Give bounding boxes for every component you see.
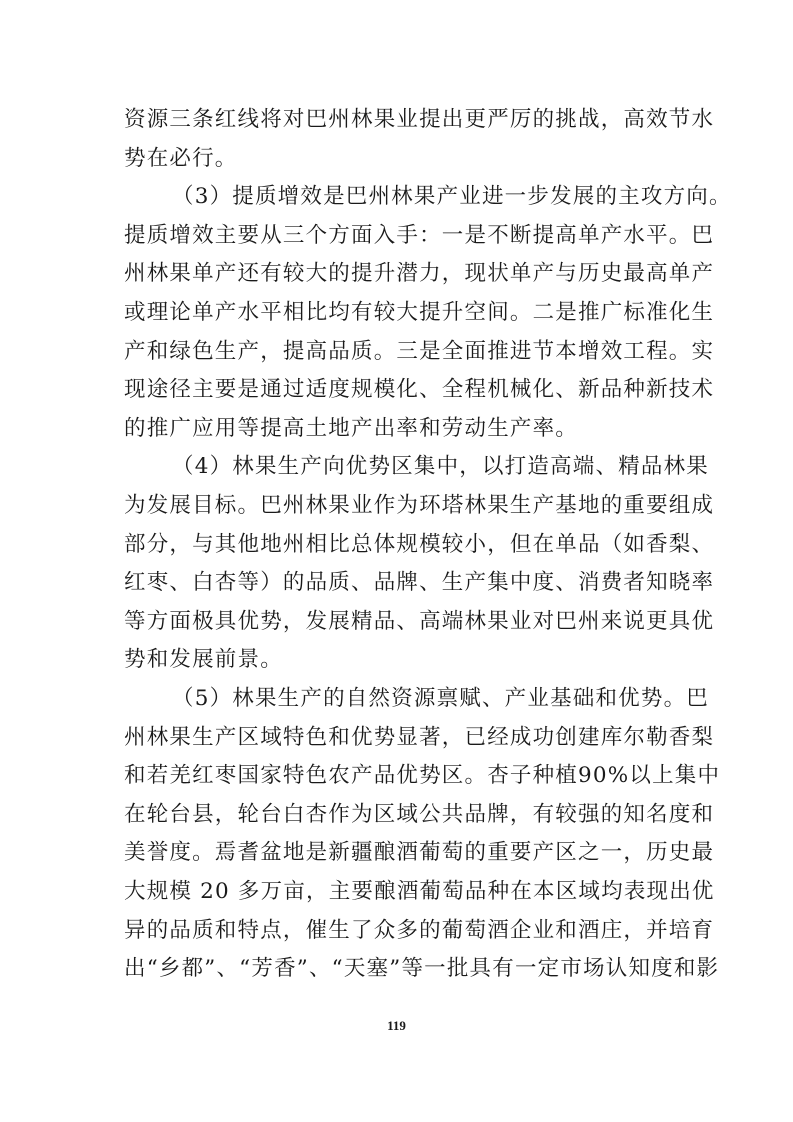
text-line: 红枣、白杏等）的品质、品牌、生产集中度、消费者知晓率 <box>124 570 715 596</box>
text-line: 和若羌红枣国家特色农产品优势区。杏子种植90%以上集中 <box>124 763 721 789</box>
paragraph-start-line: （4）林果生产向优势区集中，以打造高端、精品林果 <box>172 454 709 480</box>
text-line: 的推广应用等提高土地产出率和劳动生产率。 <box>124 415 579 441</box>
text-line: 势在必行。 <box>124 145 238 171</box>
text-line: 为发展目标。巴州林果业作为环塔林果生产基地的重要组成 <box>124 493 715 518</box>
text-line: 产和绿色生产，提高品质。三是全面推进节本增效工程。实 <box>124 338 715 364</box>
text-line: 出“乡都”、“芳香”、“天塞”等一批具有一定市场认知度和影 <box>124 956 720 982</box>
paragraph-start-line: （3）提质增效是巴州林果产业进一步发展的主攻方向。 <box>172 184 732 210</box>
text-line: 部分，与其他地州相比总体规模较小，但在单品（如香梨、 <box>124 531 715 557</box>
text-line: 州林果生产区域特色和优势显著，已经成功创建库尔勒香梨 <box>124 724 715 750</box>
text-line: 提质增效主要从三个方面入手：一是不断提高单产水平。巴 <box>124 222 715 248</box>
text-line: 资源三条红线将对巴州林果业提出更严厉的挑战，高效节水 <box>124 107 715 132</box>
text-line: 等方面极具优势，发展精品、高端林果业对巴州来说更具优 <box>124 608 715 634</box>
text-line: 异的品质和特点，催生了众多的葡萄酒企业和酒庄，并培育 <box>124 917 715 943</box>
page-number: 119 <box>387 1018 406 1033</box>
text-line: 美誉度。焉耆盆地是新疆酿酒葡萄的重要产区之一，历史最 <box>124 840 715 866</box>
text-line: 大规模 20 多万亩，主要酿酒葡萄品种在本区域均表现出优 <box>124 879 715 904</box>
text-line: 势和发展前景。 <box>124 647 283 673</box>
paragraph-start-line: （5）林果生产的自然资源禀赋、产业基础和优势。巴 <box>172 686 709 711</box>
text-line: 现途径主要是通过适度规模化、全程机械化、新品种新技术 <box>124 377 715 403</box>
text-line: 在轮台县，轮台白杏作为区域公共品牌，有较强的知名度和 <box>124 801 715 827</box>
text-line: 或理论单产水平相比均有较大提升空间。二是推广标准化生 <box>124 300 715 325</box>
text-line: 州林果单产还有较大的提升潜力，现状单产与历史最高单产 <box>124 261 715 287</box>
